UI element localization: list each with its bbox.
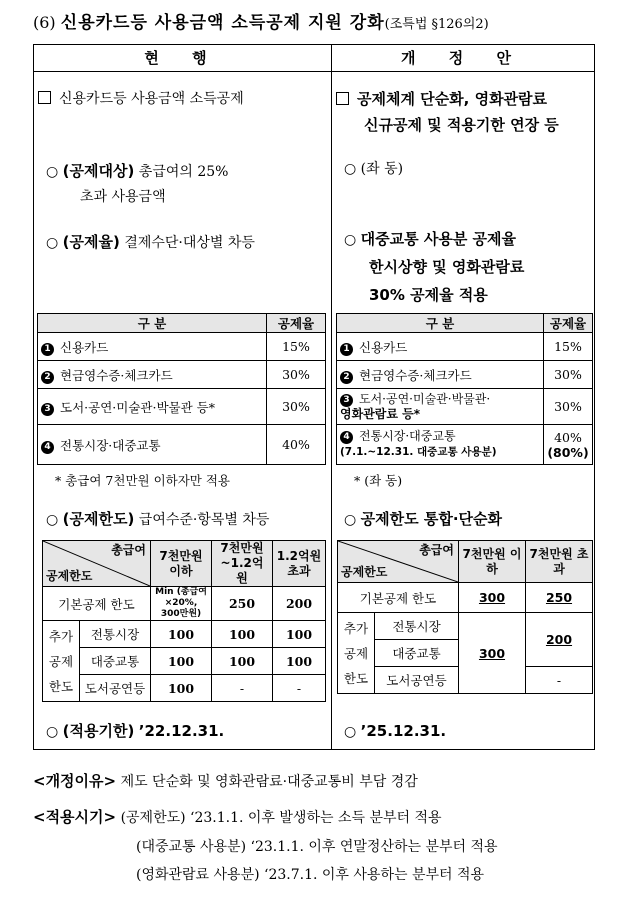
col-header-category: 구 분	[38, 314, 267, 333]
document-title	[33, 8, 613, 33]
revised-limit	[344, 506, 502, 532]
revised-rate	[344, 226, 516, 252]
extra-limit-value: -	[212, 675, 273, 702]
footnote: * 총급여 7천만원 이하자만 적용	[55, 473, 230, 488]
corner-bottom-label: 공제한도	[46, 569, 93, 583]
current-limit-table	[42, 540, 326, 702]
column-divider	[331, 44, 332, 750]
corner-bottom-label: 공제한도	[341, 565, 388, 579]
current-rate	[46, 229, 255, 255]
extra-limit-value: 100	[273, 648, 326, 675]
revised-target	[344, 158, 403, 180]
row-rate: 15%	[544, 333, 593, 361]
revised-target-text: (좌 동)	[360, 161, 404, 177]
extra-item-name: 전통시장	[375, 613, 459, 640]
circle-bullet-icon: ○	[46, 164, 59, 180]
col-header-category: 구 분	[337, 314, 544, 333]
extra-item-name: 도서공연등	[375, 667, 459, 694]
number-badge-icon: 4	[41, 441, 54, 454]
reason-line	[33, 770, 418, 794]
footnote: * (좌 동)	[354, 473, 403, 488]
rate-label: (공제율)	[62, 233, 120, 251]
current-header: 현 행	[33, 44, 332, 72]
limit-text: 급여수준·항목별 차등	[138, 512, 270, 528]
law-reference: (조특법 §126의2)	[384, 17, 489, 32]
period-label: (적용기한)	[62, 722, 135, 740]
checkbox-square-icon	[336, 92, 349, 105]
row-rate-new: (80%)	[547, 444, 589, 460]
number-badge-icon: 2	[340, 371, 353, 384]
current-target	[46, 158, 228, 184]
col-header: 7천만원 초과	[526, 541, 593, 583]
row-rate: 30%	[267, 389, 326, 425]
corner-top-label: 총급여	[419, 543, 454, 557]
number-badge-icon: 1	[340, 343, 353, 356]
extra-limit-label: 추가 공제 한도	[338, 613, 375, 694]
target-text-cont: 초과 사용금액	[80, 189, 166, 205]
extra-limit-value: -	[273, 675, 326, 702]
number-badge-icon: 2	[41, 371, 54, 384]
revised-rate-line3: 30% 공제율 적용	[369, 286, 488, 304]
rate-text: 결제수단·대상별 차등	[124, 235, 255, 251]
extra-limit-value: 100	[151, 675, 212, 702]
current-period	[46, 718, 224, 744]
apply-line-1	[33, 806, 442, 830]
current-rate-table	[37, 313, 326, 465]
revised-limit-table	[337, 540, 593, 694]
revised-rate-table	[336, 313, 593, 465]
row-name: 현금영수증·체크카드	[359, 367, 472, 383]
section-number: (6)	[33, 13, 56, 32]
extra-limit-value: 300	[478, 645, 506, 661]
basic-limit-value: 200	[273, 587, 326, 621]
table-row	[38, 361, 326, 389]
table-row	[337, 425, 593, 465]
limit-label: (공제한도)	[62, 510, 135, 528]
row-name: 전통시장·대중교통	[359, 429, 456, 443]
number-badge-icon: 3	[41, 403, 54, 416]
row-name-cont: (7.1.~12.31. 대중교통 사용분)	[340, 446, 497, 458]
extra-limit-value: 100	[212, 648, 273, 675]
extra-item-name: 대중교통	[80, 648, 151, 675]
extra-limit-value: -	[526, 667, 593, 694]
circle-bullet-icon: ○	[344, 512, 357, 528]
current-item-text: 신용카드등 사용금액 소득공제	[59, 91, 244, 107]
reason-label: <개정이유>	[33, 772, 117, 790]
extra-limit-value: 200	[545, 632, 573, 647]
table-row	[38, 333, 326, 361]
extra-limit-value: 100	[151, 648, 212, 675]
basic-limit-label: 기본공제 한도	[43, 587, 151, 621]
col-header: 7천만원 ~1.2억원	[212, 541, 273, 587]
row-name: 현금영수증·체크카드	[60, 367, 173, 383]
extra-limit-label: 추가 공제 한도	[43, 621, 80, 702]
revised-item-line1: 공제체계 단순화, 영화관람료	[357, 90, 548, 108]
checkbox-square-icon	[38, 91, 51, 104]
circle-bullet-icon: ○	[344, 232, 357, 248]
current-limit	[46, 506, 269, 532]
extra-limit-value: 100	[273, 621, 326, 648]
row-name-cont: 영화관람료 등*	[340, 406, 421, 421]
row-rate: 15%	[267, 333, 326, 361]
period-value: ’22.12.31.	[138, 722, 225, 740]
target-text: 총급여의 25%	[138, 164, 229, 180]
reason-text: 제도 단순화 및 영화관람료·대중교통비 부담 경감	[120, 774, 418, 790]
number-badge-icon: 4	[340, 431, 353, 444]
row-rate: 30%	[544, 389, 593, 425]
table-row	[38, 425, 326, 465]
row-name: 전통시장·대중교통	[60, 437, 161, 453]
basic-limit-value: 300	[478, 590, 506, 605]
row-rate: 40%	[554, 429, 582, 445]
revised-item-line2: 신규공제 및 적용기한 연장 등	[364, 116, 559, 134]
circle-bullet-icon: ○	[344, 724, 357, 740]
apply-label: <적용시기>	[33, 808, 117, 826]
circle-bullet-icon: ○	[46, 512, 59, 528]
col-header: 7천만원 이하	[151, 541, 212, 587]
col-header-rate: 공제율	[267, 314, 326, 333]
row-rate: 30%	[267, 361, 326, 389]
basic-limit-value: 250	[545, 590, 573, 605]
extra-item-name: 전통시장	[80, 621, 151, 648]
circle-bullet-icon: ○	[46, 235, 59, 251]
extra-item-name: 대중교통	[375, 640, 459, 667]
extra-limit-value: 100	[212, 621, 273, 648]
row-rate: 40%	[267, 425, 326, 465]
revised-item	[336, 86, 547, 112]
section-title: 신용카드등 사용금액 소득공제 지원 강화	[60, 13, 385, 33]
col-header: 7천만원 이하	[459, 541, 526, 583]
extra-limit-value: 100	[151, 621, 212, 648]
extra-item-name: 도서공연등	[80, 675, 151, 702]
revised-header: 개 정 안	[331, 44, 595, 72]
apply-text: (공제한도) ‘23.1.1. 이후 발생하는 소득 분부터 적용	[120, 810, 442, 826]
current-item	[38, 88, 244, 110]
circle-bullet-icon: ○	[344, 161, 357, 177]
table-row	[337, 361, 593, 389]
row-name: 도서·공연·미술관·박물관 등*	[60, 399, 215, 415]
col-header-rate: 공제율	[544, 314, 593, 333]
target-label: (공제대상)	[62, 162, 135, 180]
corner-header	[338, 541, 459, 583]
corner-top-label: 총급여	[111, 543, 146, 557]
basic-limit-value: 250	[212, 587, 273, 621]
row-rate: 30%	[544, 361, 593, 389]
revised-period-value: ’25.12.31.	[360, 722, 447, 740]
table-row	[337, 333, 593, 361]
revised-rate-line1: 대중교통 사용분 공제율	[360, 230, 517, 248]
number-badge-icon: 1	[41, 343, 54, 356]
apply-line-2: (대중교통 사용분) ‘23.1.1. 이후 연말정산하는 분부터 적용	[136, 839, 498, 855]
apply-line-3: (영화관람료 사용분) ‘23.7.1. 이후 사용하는 분부터 적용	[136, 867, 485, 883]
corner-header	[43, 541, 151, 587]
revised-period	[344, 718, 446, 744]
row-name: 도서·공연·미술관·박물관·	[359, 391, 491, 406]
col-header: 1.2억원 초과	[273, 541, 326, 587]
revised-limit-text: 공제한도 통합·단순화	[360, 510, 503, 528]
circle-bullet-icon: ○	[46, 724, 59, 740]
revised-rate-line2: 한시상향 및 영화관람료	[369, 258, 525, 276]
table-row	[38, 389, 326, 425]
table-row	[337, 389, 593, 425]
basic-limit-value: Min (총급여 ×20%, 300만원)	[151, 587, 212, 621]
row-name: 신용카드	[359, 339, 408, 355]
number-badge-icon: 3	[340, 394, 353, 407]
basic-limit-label: 기본공제 한도	[338, 583, 459, 613]
row-name: 신용카드	[60, 339, 109, 355]
